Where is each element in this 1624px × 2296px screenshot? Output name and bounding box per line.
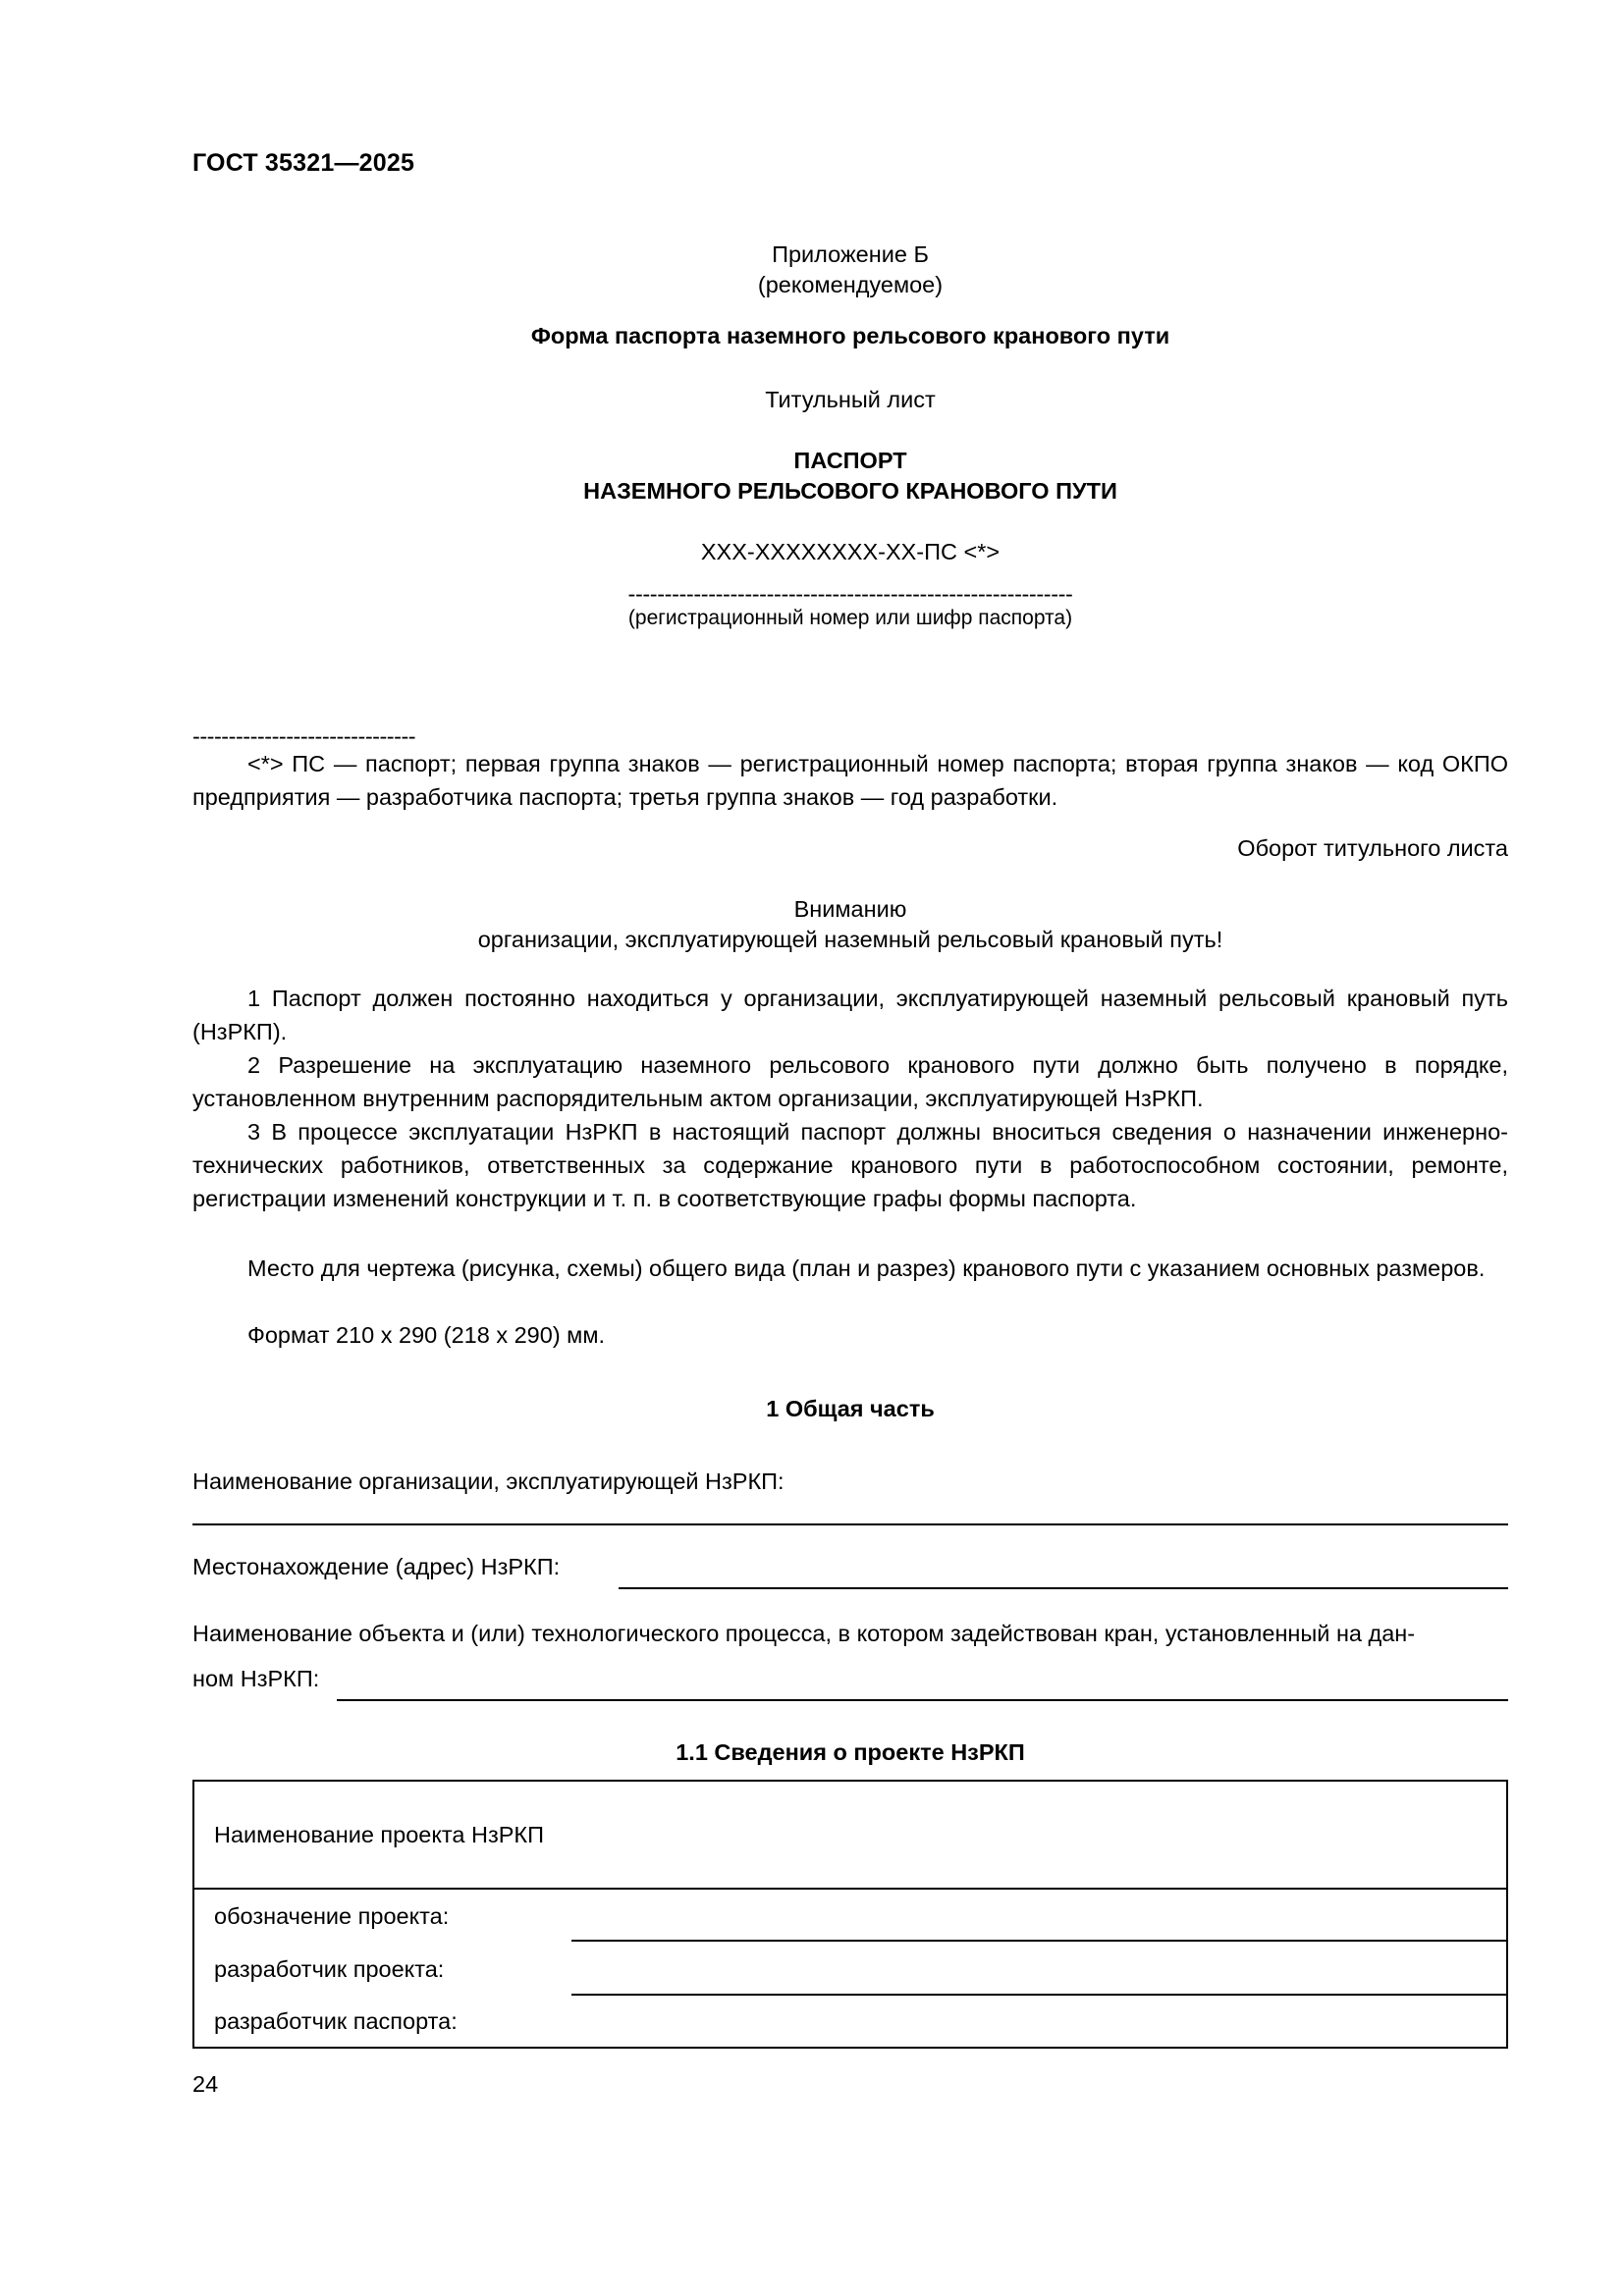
running-head: ГОСТ 35321—2025	[192, 149, 415, 177]
table-row	[194, 1942, 1506, 1996]
passport-heading-line1: ПАСПОРТ	[793, 448, 907, 473]
table-row	[194, 1888, 1506, 1942]
attention-line-2: организации, эксплуатирующей наземный рельсовый крановый путь!	[477, 927, 1223, 952]
appendix-subtitle: (рекомендуемое)	[757, 272, 944, 297]
passport-heading-line2: НАЗЕМНОГО РЕЛЬСОВОГО КРАНОВОГО ПУТИ	[583, 478, 1117, 504]
registration-caption: (регистрационный номер или шифр паспорта)	[627, 607, 1073, 629]
field-address-rule[interactable]	[619, 1587, 1508, 1589]
table-cell-label: разработчик паспорта:	[214, 2008, 458, 2034]
section-1-heading: 1 Общая часть	[766, 1396, 935, 1421]
attention-line-1: Вниманию	[793, 896, 907, 922]
registration-dash-rule: -------------------------------------------------------------	[627, 581, 1073, 607]
table-cell-label: обозначение проекта:	[214, 1902, 450, 1929]
attention-item-3: 3 В процессе эксплуатации НзРКП в настоящий паспорт должны вноситься сведения о назначении инженерно-технических работников, ответственных за содержание кранового пути в работоспособном состоянии, ремонте, регистрации изменений конструкции и т. п. в соответствующие графы формы паспорта.	[192, 1119, 1508, 1211]
format-note: Формат 210 х 290 (218 х 290) мм.	[247, 1322, 606, 1348]
project-info-table	[192, 1780, 1508, 2049]
field-object-rule[interactable]	[337, 1699, 1508, 1701]
field-organization-label: Наименование организации, эксплуатирующей НзРКП:	[192, 1468, 785, 1494]
table-cell-label: Наименование проекта НзРКП	[214, 1822, 545, 1847]
table-row	[194, 1782, 1506, 1888]
footnote-separator: -------------------------------	[192, 723, 416, 749]
back-of-title-label: Оборот титульного листа	[1237, 835, 1508, 861]
registration-code: ХХХ-ХХХХХХХХ-ХХ-ПС <*>	[700, 539, 1001, 564]
attention-item-2: 2 Разрешение на эксплуатацию наземного рельсового кранового пути должно быть получено в порядке, установленном внутренним распорядительным актом организации, эксплуатирующей НзРКП.	[192, 1052, 1508, 1111]
title-page-label: Титульный лист	[765, 387, 936, 412]
drawing-area-note: Место для чертежа (рисунка, схемы) общего вида (план и разрез) кранового пути с указанием основных размеров.	[247, 1255, 1486, 1281]
form-title: Форма паспорта наземного рельсового кранового пути	[530, 323, 1170, 348]
page-number: 24	[192, 2071, 219, 2097]
field-object-label-line2: ном НзРКП:	[192, 1666, 320, 1691]
attention-item-1: 1 Паспорт должен постоянно находиться у организации, эксплуатирующей наземный рельсовый крановый путь (НзРКП).	[192, 986, 1508, 1044]
field-object-label-line1: Наименование объекта и (или) технологического процесса, в котором задействован кран, установленный на дан-	[192, 1621, 1416, 1646]
appendix-title: Приложение Б	[772, 241, 929, 267]
table-row	[194, 1996, 1506, 2047]
table-cell-label: разработчик проекта:	[214, 1955, 445, 1982]
field-address-label: Местонахождение (адрес) НзРКП:	[192, 1554, 561, 1579]
footnote-text: <*> ПС — паспорт; первая группа знаков — регистрационный номер паспорта; вторая группа знаков — код ОКПО предприятия — разработчика паспорта; третья группа знаков — год разработки.	[192, 751, 1508, 810]
field-organization-rule[interactable]	[192, 1523, 1508, 1525]
section-1-1-heading: 1.1 Сведения о проекте НзРКП	[676, 1739, 1025, 1765]
